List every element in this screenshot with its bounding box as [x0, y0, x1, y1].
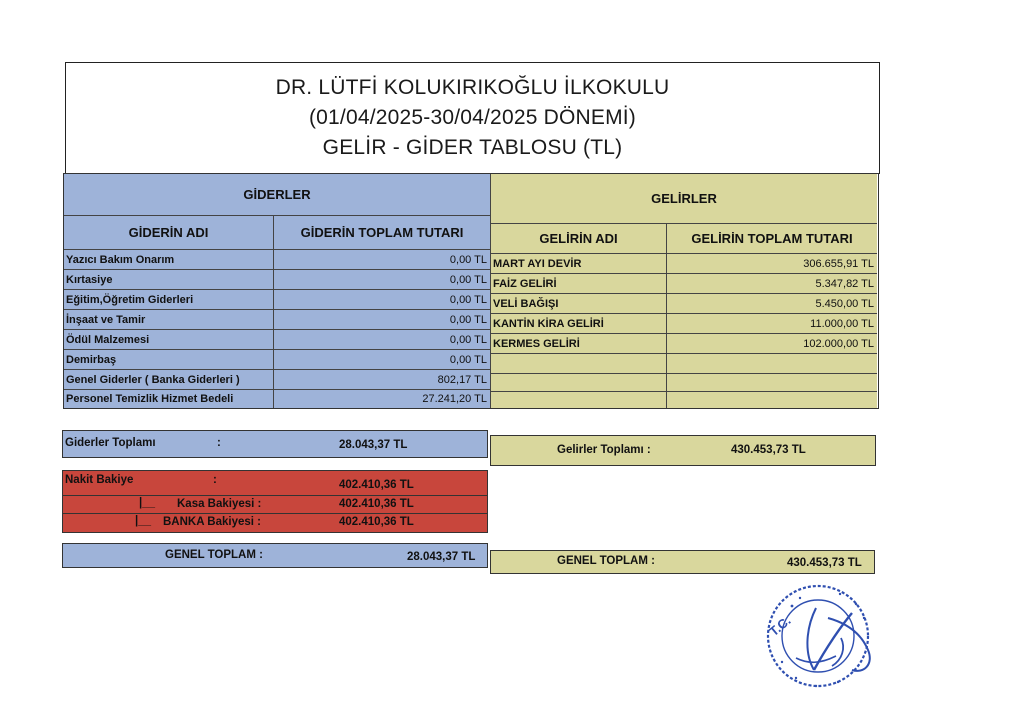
expense-row-name: Genel Giderler ( Banka Giderleri ): [64, 370, 274, 390]
expense-total-header: GİDERİN TOPLAM TUTARI: [274, 216, 491, 250]
expense-row-name: Ödül Malzemesi: [64, 330, 274, 350]
income-name-header: GELİRİN ADI: [491, 224, 667, 254]
empty-cell: [491, 374, 667, 392]
official-seal-icon: [756, 578, 886, 698]
empty-cell: [667, 392, 877, 408]
expenses-total-value: 28.043,37 TL: [339, 439, 408, 451]
expense-row-name: Kırtasiye: [64, 270, 274, 290]
income-row-amount: 11.000,00 TL: [667, 314, 877, 334]
empty-cell: [491, 354, 667, 374]
colon: :: [213, 474, 217, 486]
cash-balance-box: [62, 470, 488, 496]
kasa-balance-value: 402.410,36 TL: [339, 498, 414, 510]
expense-row-name: İnşaat ve Tamir: [64, 310, 274, 330]
grand-total-value: 430.453,73 TL: [787, 557, 862, 569]
income-expense-table: [63, 173, 879, 409]
incomes-total-label: Gelirler Toplamı :: [557, 444, 651, 456]
expense-row-amount: 0,00 TL: [274, 310, 491, 330]
school-name: DR. LÜTFİ KOLUKIRIKOĞLU İLKOKULU: [275, 76, 670, 99]
expense-row-amount: 0,00 TL: [274, 350, 491, 370]
incomes-total-box: [490, 435, 876, 466]
expense-row-name: Demirbaş: [64, 350, 274, 370]
kasa-balance-box: [62, 496, 488, 514]
expense-row-amount: 0,00 TL: [274, 330, 491, 350]
income-total-header: GELİRİN TOPLAM TUTARI: [667, 224, 877, 254]
income-row-amount: 102.000,00 TL: [667, 334, 877, 354]
expenses-total-label: Giderler Toplamı: [65, 437, 156, 449]
income-row-amount: 306.655,91 TL: [667, 254, 877, 274]
empty-cell: [667, 374, 877, 392]
banka-balance-value: 402.410,36 TL: [339, 516, 414, 528]
income-row-name: KANTİN KİRA GELİRİ: [491, 314, 667, 334]
expense-row-name: Personel Temizlik Hizmet Bedeli: [64, 390, 274, 408]
income-row-amount: 5.450,00 TL: [667, 294, 877, 314]
income-row-name: VELİ BAĞIŞI: [491, 294, 667, 314]
colon: :: [217, 437, 221, 449]
expense-name-header: GİDERİN ADI: [64, 216, 274, 250]
income-row-name: KERMES GELİRİ: [491, 334, 667, 354]
banka-balance-label: BANKA Bakiyesi :: [163, 516, 261, 528]
empty-cell: [491, 392, 667, 408]
incomes-total-value: 430.453,73 TL: [731, 444, 806, 456]
expense-row-name: Yazıcı Bakım Onarım: [64, 250, 274, 270]
income-row-name: MART AYI DEVİR: [491, 254, 667, 274]
expense-row-amount: 27.241,20 TL: [274, 390, 491, 408]
cash-balance-label: Nakit Bakiye: [65, 474, 134, 486]
tree-branch: |__: [135, 515, 152, 527]
grand-total-value: 28.043,37 TL: [407, 551, 476, 563]
income-row-amount: 5.347,82 TL: [667, 274, 877, 294]
banka-balance-box: [62, 514, 488, 533]
cash-balance-value: 402.410,36 TL: [339, 479, 414, 491]
expense-row-amount: 0,00 TL: [274, 290, 491, 310]
grand-total-label: GENEL TOPLAM :: [557, 555, 655, 567]
expense-row-amount: 0,00 TL: [274, 270, 491, 290]
tree-branch: |__: [139, 497, 156, 509]
empty-cell: [667, 354, 877, 374]
expenses-total-box: [62, 430, 488, 458]
grand-total-expenses-box: [62, 543, 488, 568]
incomes-section-header: GELİRLER: [491, 174, 877, 224]
income-row-name: FAİZ GELİRİ: [491, 274, 667, 294]
period: (01/04/2025-30/04/2025 DÖNEMİ): [308, 106, 637, 129]
expense-row-name: Eğitim,Öğretim Giderleri: [64, 290, 274, 310]
expense-row-amount: 0,00 TL: [274, 250, 491, 270]
expense-row-amount: 802,17 TL: [274, 370, 491, 390]
kasa-balance-label: Kasa Bakiyesi :: [177, 498, 262, 510]
grand-total-incomes-box: [490, 550, 875, 574]
table-title: GELİR - GİDER TABLOSU (TL): [322, 136, 623, 159]
expenses-section-header: GİDERLER: [64, 174, 491, 216]
stamp-text: T.C.: [766, 612, 794, 640]
title-box: [65, 62, 880, 174]
grand-total-label: GENEL TOPLAM :: [165, 549, 263, 561]
